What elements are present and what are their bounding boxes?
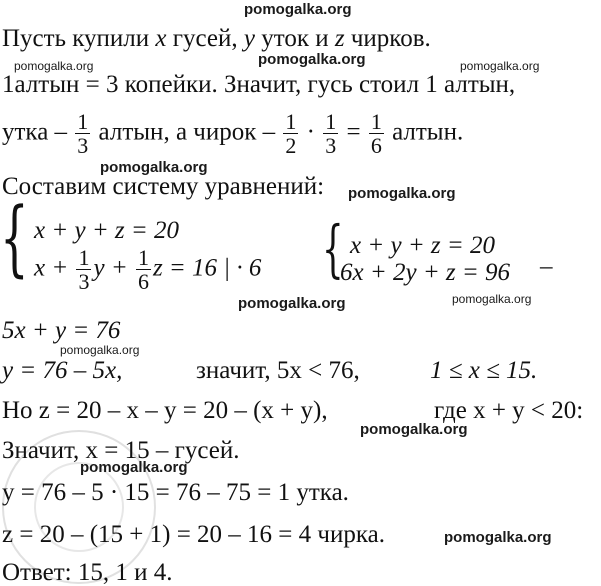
system2-eq1: x + y + z = 20 [350,232,496,259]
text-line-6a: y = 76 – 5x, [2,357,123,384]
system1-eq2: x + $\frac{1}{3}$ y + $\frac{1}{6}$ z = 16 | · 6 [34,245,262,295]
minus-sign: – [540,253,553,280]
watermark: pomogalka.org [460,59,540,73]
text-line-6c: 1 ≤ x ≤ 15. [430,357,538,384]
fraction: $\frac{1}{3}$ [78,245,90,295]
watermark: pomogalka.org [444,529,552,546]
text-line-4: Составим систему уравнений: [2,173,325,200]
watermark: pomogalka.org [452,292,532,306]
fraction: $\frac{1}{6}$ [370,109,382,159]
system1-eq1: x + y + z = 20 [34,217,180,244]
text-line-8: Значит, x = 15 – гусей. [2,437,240,464]
fraction: $\frac{1}{6}$ [137,245,149,295]
text-line-2: 1алтын = 3 копейки. Значит, гусь стоил 1 алтын, [2,71,516,98]
text-line-7a: Но z = 20 – x – y = 20 – (x + y), [2,397,328,424]
watermark: pomogalka.org [360,421,468,438]
text-line-1: Пусть купили x гусей, y уток и z чирков. [2,25,431,52]
watermark: pomogalka.org [14,59,94,73]
text-line-5: 5x + y = 76 [2,317,121,344]
left-brace: { [322,212,344,285]
text-line-7b: где x + y < 20: [434,397,584,424]
watermark: pomogalka.org [238,295,346,312]
watermark-top: pomogalka.org [244,1,352,18]
watermark: pomogalka.org [80,459,188,476]
watermark: pomogalka.org [348,185,456,202]
text-line-6b: значит, 5x < 76, [196,357,360,384]
text-line-10: z = 20 – (15 + 1) = 20 – 16 = 4 чирка. [2,521,385,548]
fraction: $\frac{1}{3}$ [325,109,337,159]
watermark: pomogalka.org [100,159,208,176]
text-line-3: утка – $\frac{1}{3}$ алтын, а чирок – $\frac{1}{2}$ · $\frac{1}{3}$ = $\frac{1}{6}$ алтын. [2,109,464,159]
answer-line: Ответ: 15, 1 и 4. [2,559,173,586]
system2-eq2: 6x + 2y + z = 96 [340,259,511,286]
fraction: $\frac{1}{3}$ [77,109,89,159]
watermark: pomogalka.org [258,51,366,68]
fraction: $\frac{1}{2}$ [285,109,297,159]
watermark: pomogalka.org [60,343,140,357]
text-line-9: y = 76 – 5 · 15 = 76 – 75 = 1 утка. [2,479,349,506]
left-brace: { [0,191,29,286]
